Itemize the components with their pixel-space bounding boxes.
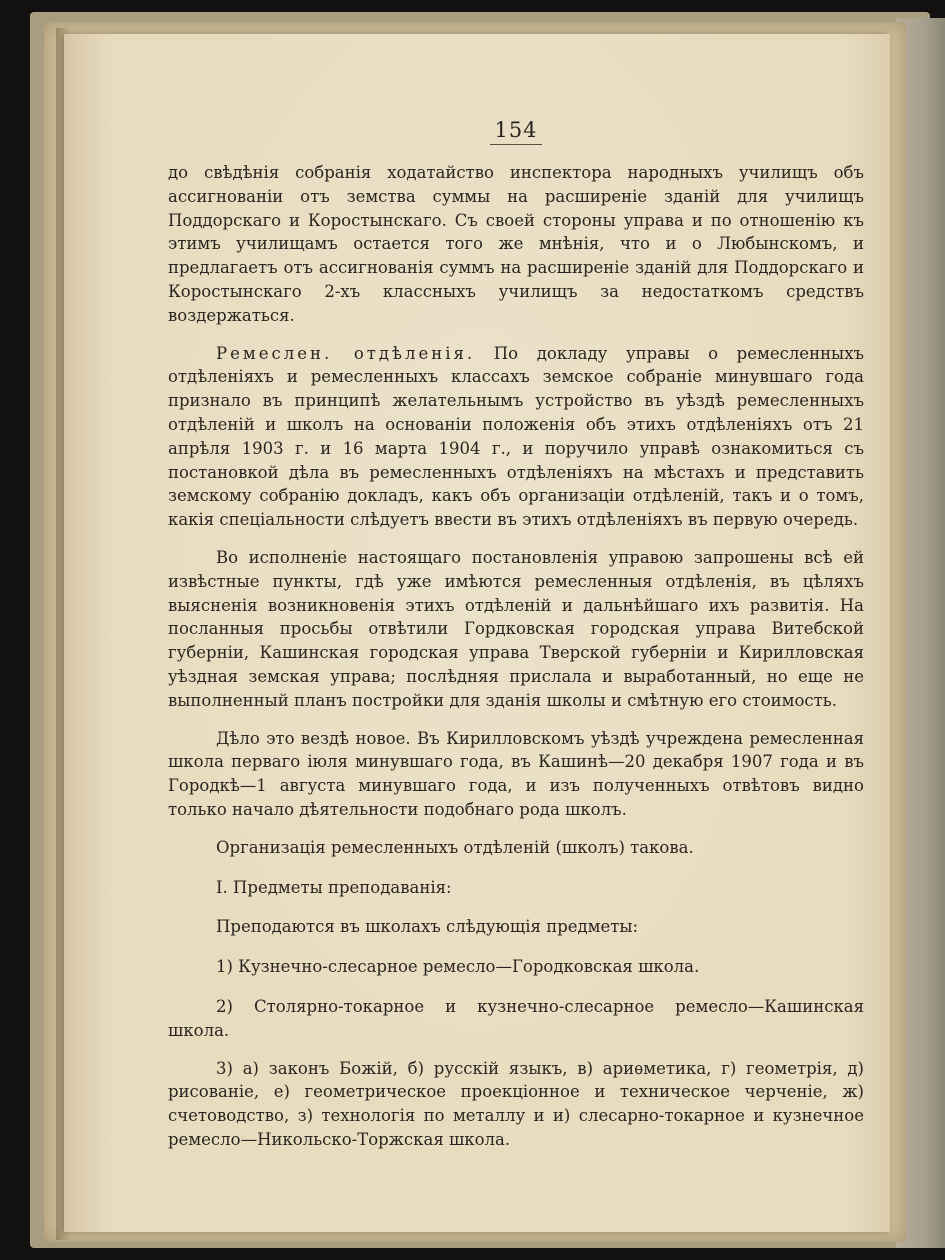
paragraph-2	[168, 342, 864, 532]
paragraph-5: Организація ремесленныхъ отдѣленій (школъ) такова.	[216, 837, 694, 857]
paragraph-3: Во исполненіе настоящаго постановленія управою запрошены всѣ ей извѣстные пункты, гдѣ уже имѣются ремесленныя отдѣленія, въ цѣляхъ выясненія возникновенія этихъ отдѣленій и дальнѣйшаго ихъ развитія. На посланныя просьбы отвѣтили Гордковская городская управа Витебской губерніи, Кашинская городская управа Тверской губерніи и Кирилловская уѣздная земская управа; послѣдняя прислала и выработанный, но еще не выполненный планъ постройки для зданія школы и смѣтную его стоимость.	[168, 547, 864, 710]
paragraph-7: Преподаются въ школахъ слѣдующія предметы:	[216, 917, 639, 937]
page-text	[168, 118, 864, 1166]
list-item-2: 2) Столярно-токарное и кузнечно-слесарное ремесло—Кашинская школа.	[168, 996, 864, 1040]
list-item-3: 3) а) законъ Божій, б) русскій языкъ, в) ариѳметика, г) геометрія, д) рисованіе, е) геометрическое проекціонное и техническое черченіе, ж) счетоводство, з) технологія по металлу и и) слесарно-токарное и кузнечное ремесло—Никольско-Торжская школа.	[168, 1058, 864, 1149]
section-heading: Ремеслен. отдѣленія.	[216, 343, 476, 363]
list-item-1: 1) Кузнечно-слесарное ремесло—Городковская школа.	[216, 957, 700, 977]
paragraph-2-text: По докладу управы о ремесленныхъ отдѣленіяхъ и ремесленныхъ классахъ земское собраніе минувшаго года признало въ принципѣ желательнымъ устройство въ уѣздѣ ремесленныхъ отдѣленій и школъ на основаніи положенія объ этихъ отдѣленіяхъ отъ 21 апрѣля 1903 г. и 16 марта 1904 г., и поручило управѣ ознакомиться съ постановкой дѣла въ ремесленныхъ отдѣленіяхъ на мѣстахъ и представить земскому собранію докладъ, какъ объ организаціи отдѣленій, такъ и о томъ, какія спеціальности слѣдуетъ ввести въ этихъ отдѣленіяхъ въ первую очередь.	[168, 343, 864, 530]
paragraph-1: до свѣдѣнія собранія ходатайство инспектора народныхъ училищъ объ ассигнованіи отъ земства суммы на расширеніе зданій для училищъ Поддорскаго и Коростынскаго. Съ своей стороны управа и по отношенію къ этимъ училищамъ остается того же мнѣнія, что и о Любынскомъ, и предлагаетъ отъ ассигнованія суммъ на расширеніе зданій для Поддорскаго и Коростынскаго 2-хъ классныхъ училищъ за недостаткомъ средствъ воздержаться.	[168, 163, 864, 325]
paragraph-4: Дѣло это вездѣ новое. Въ Кирилловскомъ уѣздѣ учреждена ремесленная школа перваго іюля минувшаго года, въ Кашинѣ—20 декабря 1907 года и въ Городкѣ—1 августа минувшаго года, и изъ полученныхъ отвѣтовъ видно только начало дѣятельности подобнаго рода школъ.	[168, 728, 864, 819]
page-number: 154	[168, 118, 864, 145]
paragraph-6: I. Предметы преподаванія:	[216, 877, 452, 897]
